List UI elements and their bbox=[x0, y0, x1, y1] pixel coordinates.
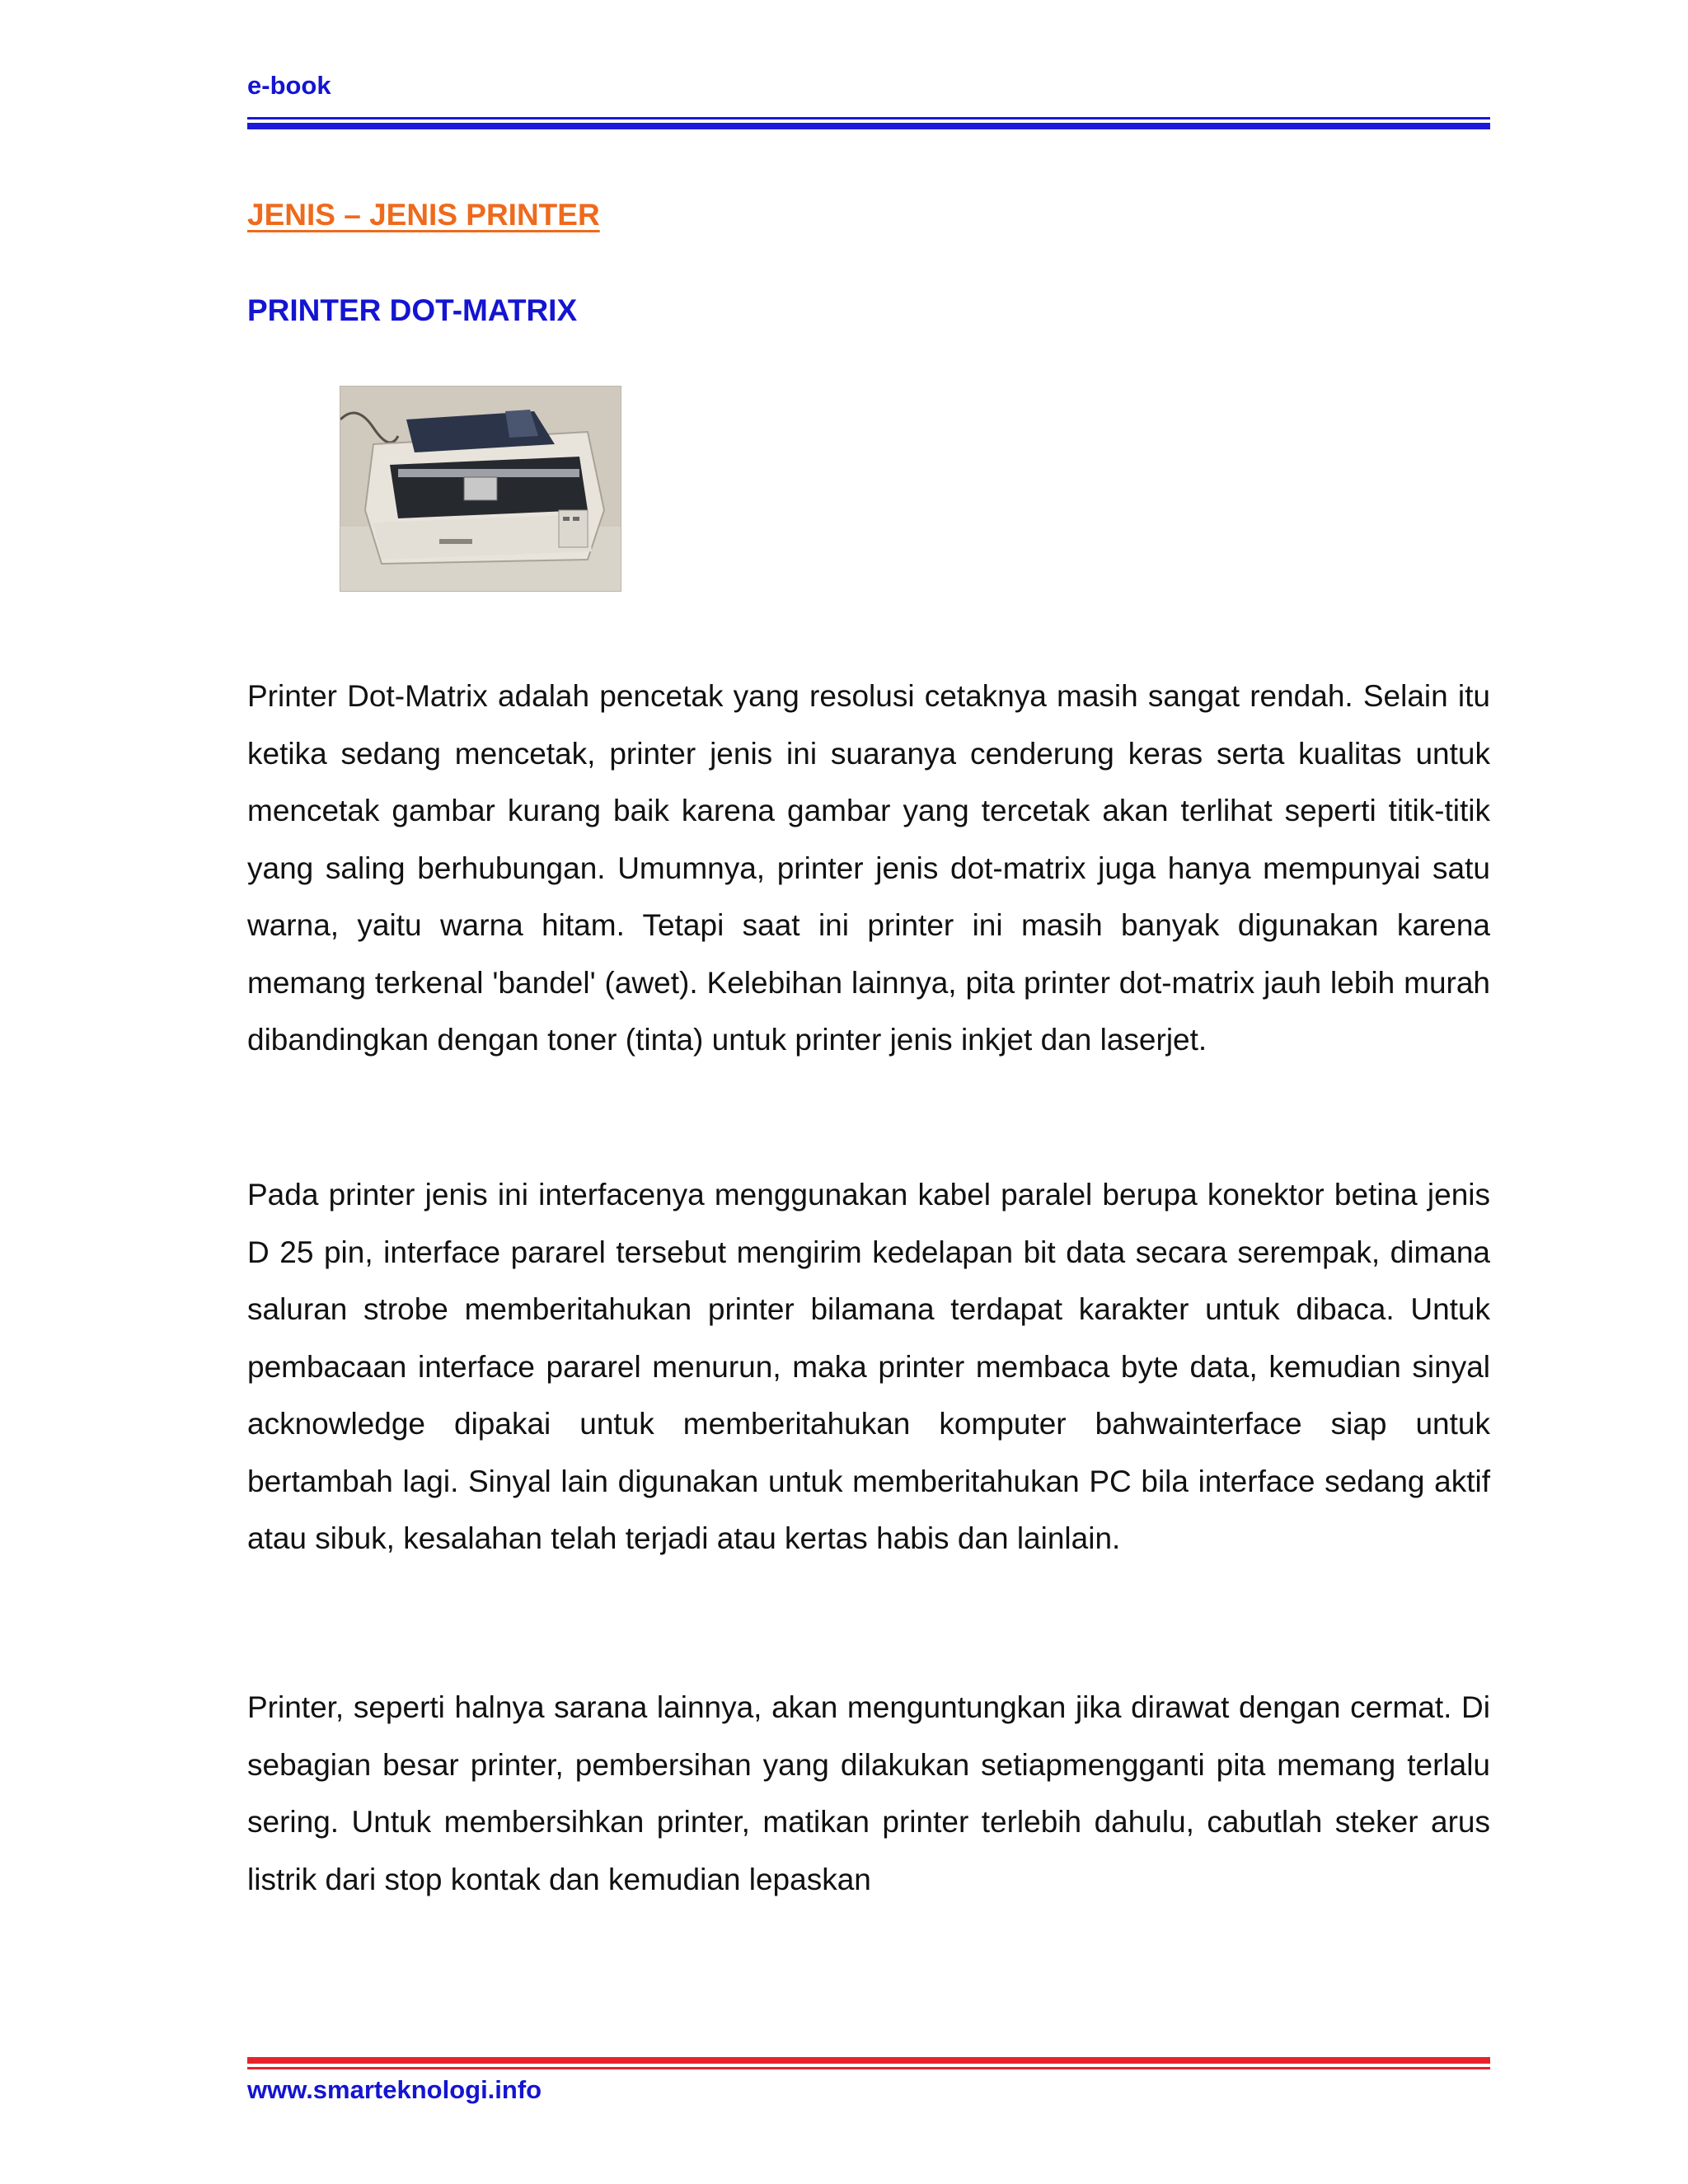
section-title: JENIS – JENIS PRINTER bbox=[247, 198, 600, 232]
paragraph-2: Pada printer jenis ini interfacenya menggunakan kabel paralel berupa konektor betina jenis D 25 pin, interface pararel tersebut mengirim kedelapan bit data secara serempak, dimana saluran strobe memberitahukan printer bilamana terdapat karakter untuk dibaca. Untuk pembacaan interface pararel menurun, maka printer membaca byte data, kemudian sinyal acknowledge dipakai untuk memberitahukan komputer bahwainterface siap untuk bertambah lagi. Sinyal lain digunakan untuk memberitahukan PC bila interface sedang aktif atau sibuk, kesalahan telah terjadi atau kertas habis dan lainlain. bbox=[247, 1178, 1490, 1555]
section-subtitle: PRINTER DOT-MATRIX bbox=[247, 293, 578, 327]
header-rule-thin bbox=[247, 117, 1490, 120]
paragraph-1: Printer Dot-Matrix adalah pencetak yang resolusi cetaknya masih sangat rendah. Selain itu ketika sedang mencetak, printer jenis ini suaranya cenderung keras serta kualitas untuk mencetak gambar kurang baik karena gambar yang tercetak akan terlihat seperti titik-titik yang saling berhubungan. Umumnya, printer jenis dot-matrix juga hanya mempunyai satu warna, yaitu warna hitam. Tetapi saat ini printer ini masih banyak digunakan karena memang terkenal 'bandel' (awet). Kelebihan lainnya, pita printer dot-matrix jauh lebih murah dibandingkan dengan toner (tinta) untuk printer jenis inkjet dan laserjet. bbox=[247, 679, 1490, 1057]
paragraph-3: Printer, seperti halnya sarana lainnya, akan menguntungkan jika dirawat dengan cermat. Di sebagian besar printer, pembersihan yang dilakukan setiapmengganti pita memang terlalu sering. Untuk membersihkan printer, matikan printer terlebih dahulu, cabutlah steker arus listrik dari stop kontak dan kemudian lepaskan bbox=[247, 1690, 1490, 1896]
header-rule-thick bbox=[247, 123, 1490, 129]
footer-rule-thin bbox=[247, 2067, 1490, 2069]
dot-matrix-printer-photo bbox=[340, 386, 621, 592]
footer-rule-thick bbox=[247, 2057, 1490, 2064]
footer-website-link[interactable]: www.smarteknologi.info bbox=[247, 2075, 542, 2104]
running-header: e-book bbox=[247, 71, 331, 100]
